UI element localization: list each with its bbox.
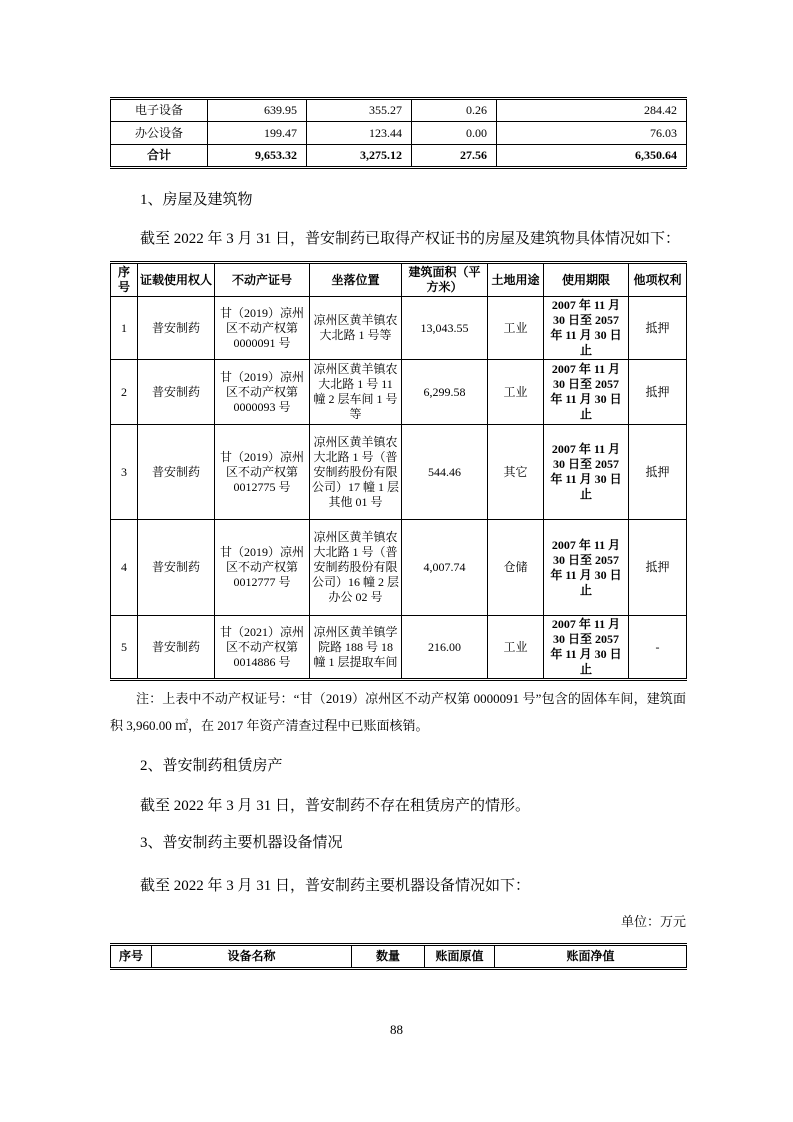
cell-net-value: 6,350.64 [497, 145, 687, 168]
header-cell-term: 使用期限 [544, 263, 629, 297]
cell-term: 2007 年 11 月 30 日至 2057 年 11 月 30 日止 [544, 520, 629, 616]
cell-other-rights: - [629, 616, 687, 680]
cell-original-value: 9,653.32 [208, 145, 307, 168]
cell-seq: 2 [111, 360, 138, 425]
section1-intro-paragraph: 截至 2022 年 3 月 31 日，普安制药已取得产权证书的房屋及建筑物具体情况如下： [140, 231, 681, 247]
section2-paragraph: 截至 2022 年 3 月 31 日，普安制药不存在租赁房产的情形。 [140, 798, 531, 814]
header-cell-holder: 证载使用权人 [138, 263, 215, 297]
header-cell-book-original-value: 账面原值 [425, 945, 495, 969]
cell-other-rights: 抵押 [629, 360, 687, 425]
section-heading-buildings: 1、房屋及建筑物 [140, 192, 253, 208]
table-row [111, 122, 687, 145]
cell-cert-no: 甘（2019）凉州区不动产权第 0000093 号 [215, 360, 310, 425]
header-cell-seq: 序号 [111, 263, 138, 297]
section-heading-machinery: 3、普安制药主要机器设备情况 [140, 835, 343, 851]
cell-net-value: 76.03 [497, 122, 687, 145]
header-cell-land-use: 土地用途 [488, 263, 544, 297]
cell-land-use: 其它 [488, 425, 544, 520]
cell-land-use: 仓储 [488, 520, 544, 616]
cell-holder: 普安制药 [138, 425, 215, 520]
header-cell-location: 坐落位置 [310, 263, 402, 297]
property-certificates-table [110, 261, 687, 681]
cell-term: 2007 年 11 月 30 日至 2057 年 11 月 30 日止 [544, 360, 629, 425]
cell-other-rights: 抵押 [629, 425, 687, 520]
cell-cert-no: 甘（2019）凉州区不动产权第 0012777 号 [215, 520, 310, 616]
cell-seq: 1 [111, 297, 138, 360]
equipment-table [110, 943, 687, 970]
cell-land-use: 工业 [488, 360, 544, 425]
cell-holder: 普安制药 [138, 520, 215, 616]
cell-impairment: 0.00 [412, 122, 497, 145]
section3-paragraph: 截至 2022 年 3 月 31 日，普安制药主要机器设备情况如下： [140, 878, 531, 894]
cell-area: 13,043.55 [402, 297, 488, 360]
cell-net-value: 284.42 [497, 99, 687, 122]
table-note: 注：上表中不动产权证号：“甘（2019）凉州区不动产权第 0000091 号”包含的固体车间，建筑面积 3,960.00 ㎡，在 2017 年资产清查过程中已账面核销。 [110, 691, 686, 733]
cell-original-value: 639.95 [208, 99, 307, 122]
cell-impairment: 27.56 [412, 145, 497, 168]
table-row [111, 360, 687, 425]
cell-term: 2007 年 11 月 30 日至 2057 年 11 月 30 日止 [544, 425, 629, 520]
document-page [110, 0, 686, 970]
table-row [111, 616, 687, 680]
row-label: 办公设备 [111, 122, 208, 145]
section-heading-leased-property: 2、普安制药租赁房产 [140, 758, 283, 774]
cell-other-rights: 抵押 [629, 297, 687, 360]
cell-land-use: 工业 [488, 616, 544, 680]
cell-cert-no: 甘（2019）凉州区不动产权第 0012775 号 [215, 425, 310, 520]
table-header-row [111, 945, 687, 969]
header-cell-book-net-value: 账面净值 [495, 945, 687, 969]
cell-depreciation: 3,275.12 [307, 145, 412, 168]
table-row [111, 99, 687, 122]
asset-summary-table [110, 97, 687, 169]
header-cell-seq: 序号 [111, 945, 152, 969]
table-row [111, 425, 687, 520]
cell-land-use: 工业 [488, 297, 544, 360]
cell-depreciation: 355.27 [307, 99, 412, 122]
cell-location: 凉州区黄羊镇农大北路 1 号（普安制药股份有限公司）16 幢 2 层办公 02 号 [310, 520, 402, 616]
cell-term: 2007 年 11 月 30 日至 2057 年 11 月 30 日止 [544, 616, 629, 680]
cell-area: 6,299.58 [402, 360, 488, 425]
unit-label: 单位：万元 [620, 914, 686, 929]
header-cell-cert-no: 不动产证号 [215, 263, 310, 297]
cell-location: 凉州区黄羊镇农大北路 1 号 11 幢 2 层车间 1 号等 [310, 360, 402, 425]
cell-other-rights: 抵押 [629, 520, 687, 616]
row-label: 合计 [111, 145, 208, 168]
cell-holder: 普安制药 [138, 360, 215, 425]
cell-seq: 4 [111, 520, 138, 616]
cell-location: 凉州区黄羊镇农大北路 1 号（普安制药股份有限公司）17 幢 1 层其他 01 号 [310, 425, 402, 520]
cell-impairment: 0.26 [412, 99, 497, 122]
row-label: 电子设备 [111, 99, 208, 122]
header-cell-equipment-name: 设备名称 [152, 945, 352, 969]
table-header-row [111, 263, 687, 297]
page-number: 88 [390, 1022, 403, 1037]
header-cell-quantity: 数量 [352, 945, 425, 969]
cell-area: 544.46 [402, 425, 488, 520]
cell-location: 凉州区黄羊镇农大北路 1 号等 [310, 297, 402, 360]
cell-area: 4,007.74 [402, 520, 488, 616]
cell-seq: 5 [111, 616, 138, 680]
header-cell-area: 建筑面积（平方米） [402, 263, 488, 297]
cell-cert-no: 甘（2021）凉州区不动产权第 0014886 号 [215, 616, 310, 680]
cell-holder: 普安制药 [138, 616, 215, 680]
cell-term: 2007 年 11 月 30 日至 2057 年 11 月 30 日止 [544, 297, 629, 360]
table-row [111, 520, 687, 616]
cell-holder: 普安制药 [138, 297, 215, 360]
total-row [111, 145, 687, 168]
cell-depreciation: 123.44 [307, 122, 412, 145]
cell-seq: 3 [111, 425, 138, 520]
table-row [111, 297, 687, 360]
cell-location: 凉州区黄羊镇学院路 188 号 18 幢 1 层提取车间 [310, 616, 402, 680]
header-cell-other-rights: 他项权利 [629, 263, 687, 297]
cell-original-value: 199.47 [208, 122, 307, 145]
cell-cert-no: 甘（2019）凉州区不动产权第 0000091 号 [215, 297, 310, 360]
cell-area: 216.00 [402, 616, 488, 680]
